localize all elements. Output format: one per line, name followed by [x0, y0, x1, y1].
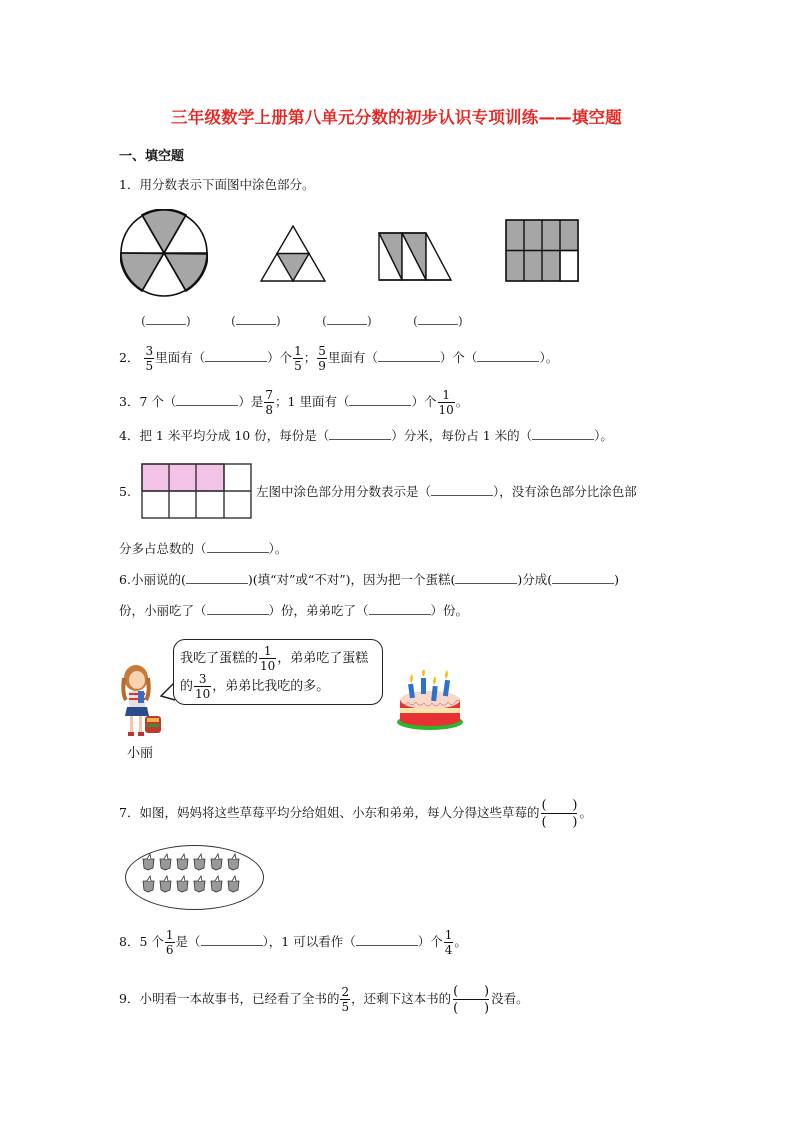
strawberry-icon — [226, 853, 241, 871]
girl-label: 小丽 — [127, 746, 154, 761]
figure-triangle — [260, 225, 326, 283]
answer-blank[interactable] — [477, 349, 539, 362]
question-9: 9．小明看一本故事书，已经看了全书的 $\frac{2}{5}$ ，还剩下这本书的 ( ) ( ) 没看。 — [119, 983, 529, 1016]
question-7: 7．如图，妈妈将这些草莓平均分给姐姐、小东和弟弟，每人分得这些草莓的 ( ) ( ) 。 — [119, 797, 592, 830]
answer-blank[interactable] — [205, 349, 267, 362]
page-title: 三年级数学上册第八单元分数的初步认识专项训练——填空题 — [171, 108, 622, 127]
answer-blank[interactable] — [455, 571, 517, 584]
question-8: 8．5 个 $\frac{1}{6}$ 是（ ），1 可以看作（ ）个 $\frac{1}{4}$ 。 — [119, 928, 467, 957]
answer-blank[interactable] — [186, 571, 248, 584]
question-text: 用分数表示下面图中涂色部分。 — [139, 177, 315, 192]
question-2: 2． $\frac{3}{5}$ 里面有（ ）个 $\frac{1}{5}$ ； $\frac{5}{9}$ 里面有（ ）个（ ）。 — [119, 344, 559, 373]
strawberry-icon — [175, 875, 190, 893]
strawberry-icon — [226, 875, 241, 893]
question-5-text: 左图中涂色部分用分数表示是（ ），没有涂色部分比涂色部 — [256, 484, 637, 499]
fraction-answer-blank[interactable]: ( ) ( ) — [453, 983, 490, 1016]
fraction-answer-blank[interactable]: ( ) ( ) — [541, 797, 578, 830]
answer-blank[interactable] — [532, 427, 594, 440]
answer-blank-4[interactable]: ( ) — [413, 313, 463, 328]
answer-blank[interactable] — [201, 933, 263, 946]
answer-blank[interactable] — [369, 602, 431, 615]
fraction: $\frac{3}{5}$ — [145, 344, 154, 373]
strawberry-icon — [141, 853, 156, 871]
answer-blank-3[interactable]: ( ) — [322, 313, 372, 328]
cake-illustration — [396, 670, 464, 732]
strawberry-icon — [175, 853, 190, 871]
answer-blank[interactable] — [176, 393, 238, 406]
strawberry-icon — [209, 853, 224, 871]
figure-circle — [120, 209, 208, 297]
strawberry-group — [141, 853, 243, 893]
answer-blank-2[interactable]: ( ) — [231, 313, 281, 328]
answer-blank[interactable] — [207, 540, 269, 553]
strawberry-icon — [209, 875, 224, 893]
answer-blank[interactable] — [356, 933, 418, 946]
girl-illustration — [118, 664, 164, 742]
speech-bubble: 我吃了蛋糕的 $\frac{1}{10}$ ，弟弟吃了蛋糕 的 $\frac{3}{10}$ ，弟弟比我吃的多。 — [173, 639, 383, 705]
answer-blank[interactable] — [431, 483, 493, 496]
answer-blank[interactable] — [378, 349, 440, 362]
question-6: 6.小丽说的( )(填“对”或“不对”)，因为把一个蛋糕( )分成( ) — [119, 572, 620, 587]
answer-blank[interactable] — [329, 427, 391, 440]
question-3: 3．7 个（ ）是 $\frac{7}{8}$ ；1 里面有（ ）个 $\frac{1}{10}$ 。 — [119, 388, 469, 417]
answer-blank[interactable] — [207, 602, 269, 615]
question-5-continued: 分多占总数的（ ）。 — [119, 541, 288, 556]
answer-blank-1[interactable]: ( ) — [141, 313, 191, 328]
question-1 — [119, 176, 314, 194]
figure-trapezoid — [378, 232, 454, 282]
answer-blank[interactable] — [552, 571, 614, 584]
strawberry-icon — [192, 853, 207, 871]
section-heading: 一、填空题 — [119, 149, 185, 164]
strawberry-icon — [158, 875, 173, 893]
strawberry-icon — [141, 875, 156, 893]
answer-blank[interactable] — [349, 393, 411, 406]
question-4: 4．把 1 米平均分成 10 份，每份是（ ）分米，每份占 1 米的（ ）。 — [119, 428, 613, 443]
question-6-continued: 份，小丽吃了（ ）份，弟弟吃了（ ）份。 — [119, 603, 469, 618]
strawberry-icon — [158, 853, 173, 871]
strawberry-icon — [192, 875, 207, 893]
figure-grid — [505, 219, 579, 282]
question-number: 1． — [119, 177, 140, 192]
figure-pink-grid — [141, 463, 253, 519]
question-5-number: 5. — [119, 484, 131, 499]
